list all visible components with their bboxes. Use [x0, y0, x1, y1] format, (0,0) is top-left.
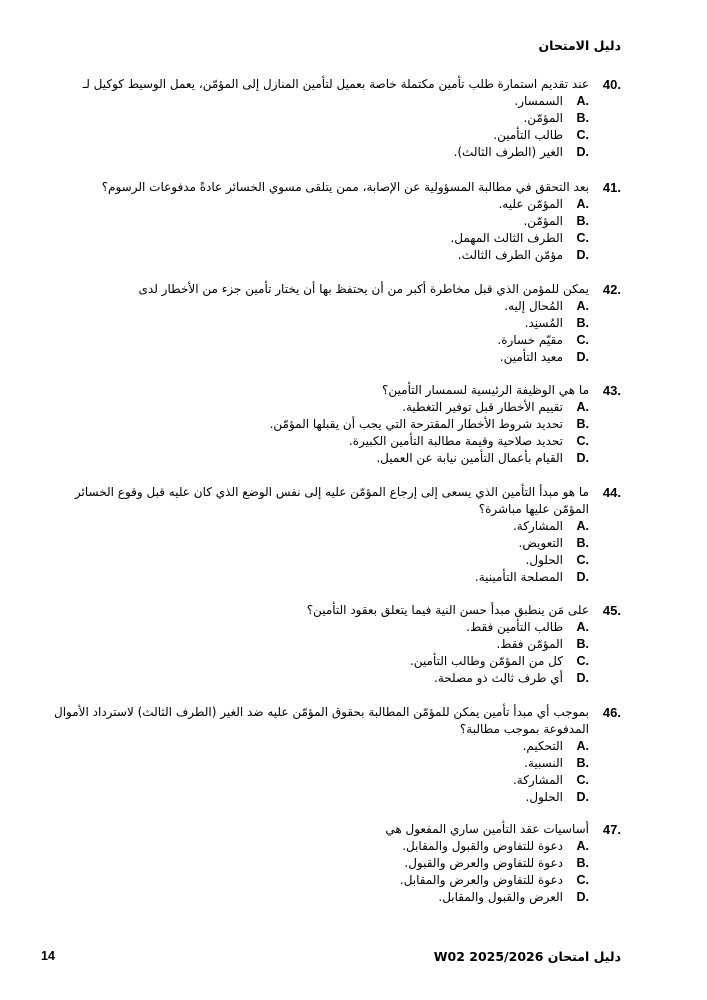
- option-d: [40, 450, 589, 467]
- option-b: [40, 755, 589, 772]
- option-text: المؤمّن عليه.: [498, 197, 563, 211]
- option-letter: A.: [576, 519, 589, 533]
- option-letter: B.: [576, 536, 589, 550]
- question-text: على مَن ينطبق مبدأ حسن النية فيما يتعلق بعقود التأمين؟: [306, 603, 589, 617]
- option-text: أي طرف ثالث ذو مصلحة.: [434, 671, 563, 685]
- option-letter: C.: [576, 773, 589, 787]
- option-c: [40, 772, 589, 789]
- option-c: [40, 653, 589, 670]
- option-text: طالب التأمين.: [493, 128, 563, 142]
- option-a: [40, 518, 589, 535]
- question-43: [40, 382, 621, 467]
- question-number: 40.: [602, 77, 621, 92]
- option-letter: A.: [576, 739, 589, 753]
- option-text: تحديد صلاحية وقيمة مطالبة التأمين الكبيرة.: [348, 434, 563, 448]
- question-44: [40, 484, 621, 586]
- option-a: [40, 838, 589, 855]
- option-d: [40, 144, 589, 161]
- option-text: مؤمّن الطرف الثالث.: [457, 248, 563, 262]
- option-text: التعويض.: [518, 536, 563, 550]
- option-text: المشاركة.: [512, 773, 563, 787]
- option-text: المؤمّن.: [523, 214, 563, 228]
- option-c: [40, 127, 589, 144]
- option-b: [40, 110, 589, 127]
- question-46: [40, 704, 621, 806]
- option-c: [40, 552, 589, 569]
- option-text: المصلحة التأمينية.: [474, 570, 563, 584]
- option-letter: D.: [576, 671, 589, 685]
- option-letter: D.: [576, 248, 589, 262]
- question-text: عند تقديم استمارة طلب تأمين مكتملة خاصة بعميل لتأمين المنازل إلى المؤمّن، يعمل الوسيط كوكيل لـ: [82, 77, 589, 91]
- option-text: الحلول.: [525, 553, 563, 567]
- option-text: معيد التأمين.: [499, 350, 563, 364]
- option-letter: B.: [576, 637, 589, 651]
- question-text: بعد التحقق في مطالبة المسؤولية عن الإصابة، ممن يتلقى مسوي الخسائر عادةً مدفوعات الرسوم؟: [101, 180, 589, 194]
- option-letter: C.: [576, 553, 589, 567]
- option-letter: C.: [576, 333, 589, 347]
- option-letter: D.: [576, 570, 589, 584]
- option-c: [40, 433, 589, 450]
- option-letter: C.: [576, 231, 589, 245]
- option-letter: C.: [576, 654, 589, 668]
- option-letter: A.: [576, 197, 589, 211]
- option-letter: C.: [576, 434, 589, 448]
- option-a: [40, 399, 589, 416]
- page-header-title: دليل الامتحان: [538, 38, 621, 53]
- option-d: [40, 569, 589, 586]
- question-number: 45.: [602, 603, 621, 618]
- option-text: مقيّم خسارة.: [497, 333, 563, 347]
- option-a: [40, 619, 589, 636]
- question-number: 47.: [602, 822, 621, 837]
- question-number: 43.: [602, 383, 621, 398]
- option-text: كل من المؤمّن وطالب التأمين.: [409, 654, 563, 668]
- option-letter: B.: [576, 417, 589, 431]
- option-b: [40, 416, 589, 433]
- option-letter: B.: [576, 316, 589, 330]
- question-text: ما هي الوظيفة الرئيسية لسمسار التأمين؟: [382, 383, 589, 397]
- question-40: [40, 76, 621, 161]
- question-41: [40, 179, 621, 264]
- question-number: 42.: [602, 282, 621, 297]
- option-text: القيام بأعمال التأمين نيابة عن العميل.: [376, 451, 563, 465]
- option-text: السمسار.: [514, 94, 563, 108]
- question-text: أساسيات عقد التأمين ساري المفعول هي: [385, 822, 589, 836]
- option-b: [40, 636, 589, 653]
- question-number: 46.: [602, 705, 621, 720]
- option-a: [40, 196, 589, 213]
- option-letter: A.: [576, 839, 589, 853]
- question-42: [40, 281, 621, 366]
- footer-doc-title: دليل امتحان W02 2025/2026: [433, 949, 621, 964]
- page-number: 14: [41, 949, 55, 963]
- option-text: دعوة للتفاوض والقبول والمقابل.: [402, 839, 563, 853]
- option-text: تحديد شروط الأخطار المقترحة التي يجب أن يقبلها المؤمّن.: [269, 417, 563, 431]
- option-text: المُسنِد.: [524, 316, 563, 330]
- option-letter: A.: [576, 620, 589, 634]
- option-letter: A.: [576, 94, 589, 108]
- option-letter: D.: [576, 350, 589, 364]
- option-letter: C.: [576, 873, 589, 887]
- option-letter: D.: [576, 451, 589, 465]
- option-b: [40, 535, 589, 552]
- option-b: [40, 315, 589, 332]
- option-text: النسبية.: [524, 756, 563, 770]
- option-text: تقييم الأخطار قبل توفير التغطية.: [402, 400, 563, 414]
- option-text: المؤمّن.: [523, 111, 563, 125]
- option-c: [40, 230, 589, 247]
- option-c: [40, 872, 589, 889]
- option-text: الحلول.: [525, 790, 563, 804]
- option-letter: B.: [576, 214, 589, 228]
- question-number: 44.: [602, 485, 621, 500]
- question-text: ما هو مبدأ التأمين الذي يسعى إلى إرجاع المؤمّن عليه إلى نفس الوضع الذي كان عليه قبل وقوع الخسائر المؤمّن عليها مباشرة؟: [74, 485, 589, 516]
- option-letter: A.: [576, 299, 589, 313]
- option-letter: D.: [576, 790, 589, 804]
- option-letter: C.: [576, 128, 589, 142]
- option-a: [40, 738, 589, 755]
- option-a: [40, 298, 589, 315]
- option-d: [40, 789, 589, 806]
- option-a: [40, 93, 589, 110]
- option-text: الطرف الثالث المهمل.: [450, 231, 563, 245]
- option-d: [40, 247, 589, 264]
- option-text: المُحال إليه.: [504, 299, 563, 313]
- option-b: [40, 855, 589, 872]
- question-text: بموجب أي مبدأ تأمين يمكن للمؤمّن المطالبة بحقوق المؤمّن عليه ضد الغير (الطرف الثالث) لاسترداد الأموال المدفوعة بموجب مطالبة؟: [53, 705, 589, 736]
- option-d: [40, 670, 589, 687]
- option-letter: B.: [576, 856, 589, 870]
- question-number: 41.: [602, 180, 621, 195]
- option-text: دعوة للتفاوض والعرض والقبول.: [404, 856, 563, 870]
- option-text: العرض والقبول والمقابل.: [438, 890, 563, 904]
- option-letter: A.: [576, 400, 589, 414]
- option-text: المؤمّن فقط.: [496, 637, 563, 651]
- question-45: [40, 602, 621, 687]
- option-letter: D.: [576, 890, 589, 904]
- option-text: الغير (الطرف الثالث).: [453, 145, 563, 159]
- option-b: [40, 213, 589, 230]
- question-text: يمكن للمؤمن الذي قبل مخاطرة أكبر من أن يحتفظ بها أن يختار تأمين جزء من الأخطار لدى: [138, 282, 589, 296]
- question-47: [40, 821, 621, 906]
- option-letter: B.: [576, 756, 589, 770]
- option-letter: D.: [576, 145, 589, 159]
- option-text: دعوة للتفاوض والعرض والمقابل.: [399, 873, 563, 887]
- option-d: [40, 349, 589, 366]
- option-text: التحكيم.: [522, 739, 563, 753]
- option-c: [40, 332, 589, 349]
- option-letter: B.: [576, 111, 589, 125]
- option-text: طالب التأمين فقط.: [466, 620, 563, 634]
- option-d: [40, 889, 589, 906]
- option-text: المشاركة.: [512, 519, 563, 533]
